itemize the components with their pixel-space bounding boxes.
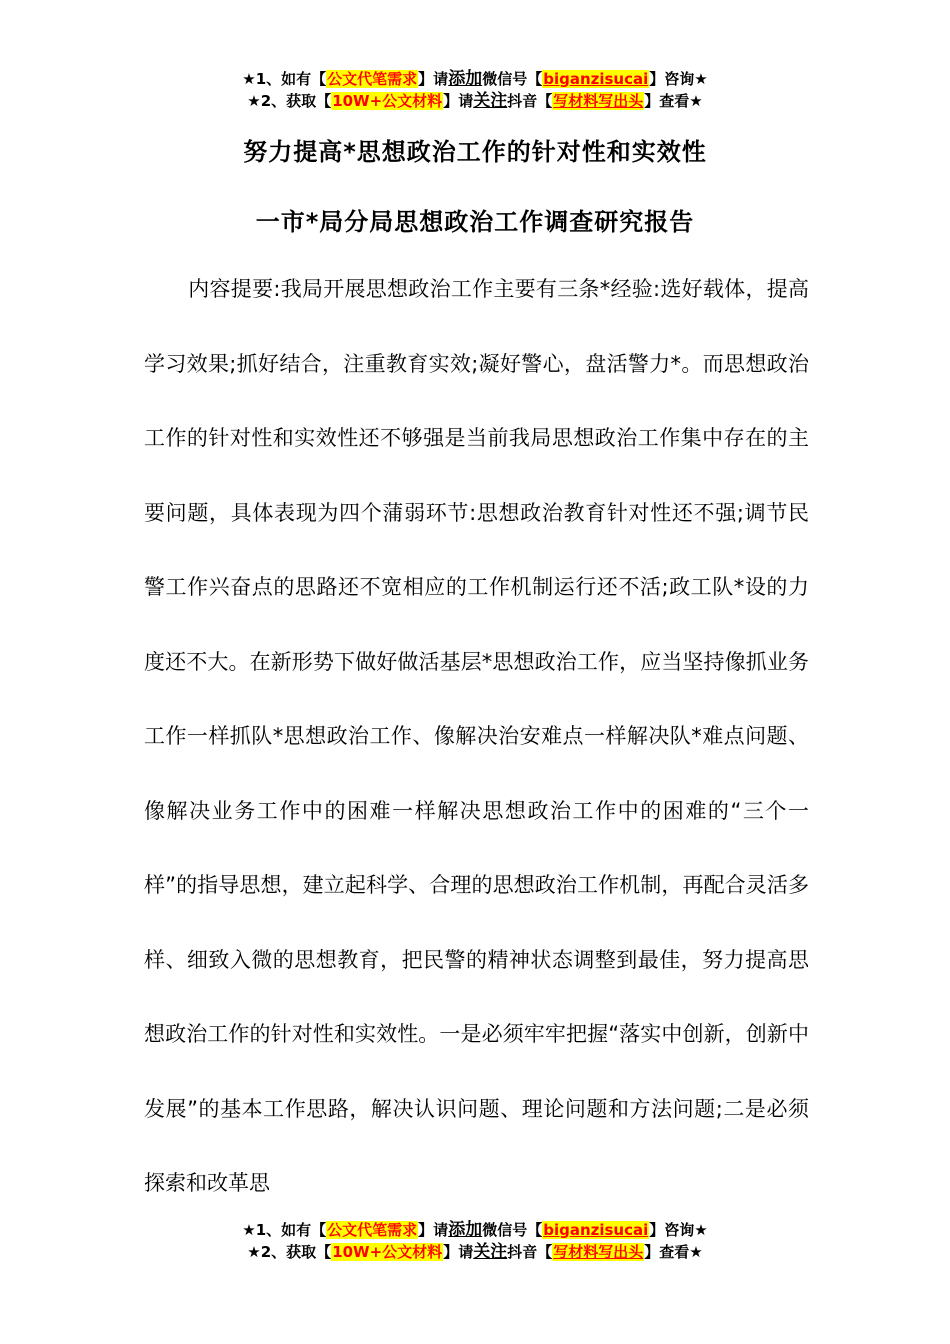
- body-paragraph: [144, 252, 809, 1221]
- banner-text: 】请: [418, 70, 449, 88]
- banner-text: 】查看★: [644, 92, 703, 110]
- banner-highlight: 公文代笔需求: [327, 70, 418, 88]
- banner-emphasis: 添加: [448, 1220, 483, 1240]
- banner-text: 】查看★: [644, 1243, 703, 1261]
- document-subtitle: 一市*局分局思想政治工作调查研究报告: [255, 208, 695, 236]
- banner-text: 微信号【: [482, 70, 543, 88]
- banner-line-2: [0, 90, 950, 112]
- banner-line-2: [0, 1241, 950, 1263]
- document-title: 努力提高*思想政治工作的针对性和实效性: [243, 138, 707, 166]
- banner-text: 】请: [443, 92, 474, 110]
- banner-text: ★1、如有【: [242, 70, 327, 88]
- banner-text: 抖音【: [507, 92, 553, 110]
- banner-text: ★1、如有【: [242, 1221, 327, 1239]
- banner-text: ★2、获取【: [247, 1243, 332, 1261]
- banner-emphasis: 添加: [448, 69, 483, 89]
- body-text: 内容提要:我局开展思想政治工作主要有三条*经验:选好载体，提高学习效果;抓好结合，注重教育实效;凝好警心，盘活警力*。而思想政治工作的针对性和实效性还不够强是当前我局思想政治工作集中存在的主要问题，具体表现为四个蒲弱环节:思想政治教育针对性还不强;调节民警工作兴奋点的思路还不宽相应的工作机制运行还不活;政工队*设的力度还不大。在新形势下做好做活基层*思想政治工作，应当坚持像抓业务工作一样抓队*思想政治工作、像解决治安难点一样解决队*难点问题、像解决业务工作中的困难一样解决思想政治工作中的困难的“三个一样”的指导思想，建立起科学、合理的思想政治工作机制，再配合灵活多样、细致入微的思想教育，把民警的精神状态调整到最佳，努力提高思想政治工作的针对性和实效性。一是必须牢牢把握“落实中创新，创新中发展”的基本工作思路，解决认识问题、理论问题和方法问题;二是必须探索和改革思: [144, 277, 809, 1195]
- banner-text: 微信号【: [482, 1221, 543, 1239]
- banner-highlight: 写材料写出头: [553, 92, 644, 110]
- banner-highlight: biganzisucai: [543, 1221, 649, 1239]
- banner-text: 】咨询★: [649, 1221, 708, 1239]
- banner-highlight: 10W+公文材料: [332, 92, 443, 110]
- banner-highlight: biganzisucai: [543, 70, 649, 88]
- banner-line-1: [0, 1219, 950, 1241]
- banner-highlight: 公文代笔需求: [327, 1221, 418, 1239]
- banner-highlight: 写材料写出头: [553, 1243, 644, 1261]
- banner-text: ★2、获取【: [247, 92, 332, 110]
- footer-banner: [0, 1219, 950, 1263]
- banner-line-1: [0, 68, 950, 90]
- banner-emphasis: 关注: [473, 91, 508, 111]
- header-banner: [0, 68, 950, 112]
- banner-text: 抖音【: [507, 1243, 553, 1261]
- banner-text: 】请: [443, 1243, 474, 1261]
- banner-text: 】请: [418, 1221, 449, 1239]
- banner-emphasis: 关注: [473, 1242, 508, 1262]
- banner-highlight: 10W+公文材料: [332, 1243, 443, 1261]
- banner-text: 】咨询★: [649, 70, 708, 88]
- document-body: [144, 252, 809, 1221]
